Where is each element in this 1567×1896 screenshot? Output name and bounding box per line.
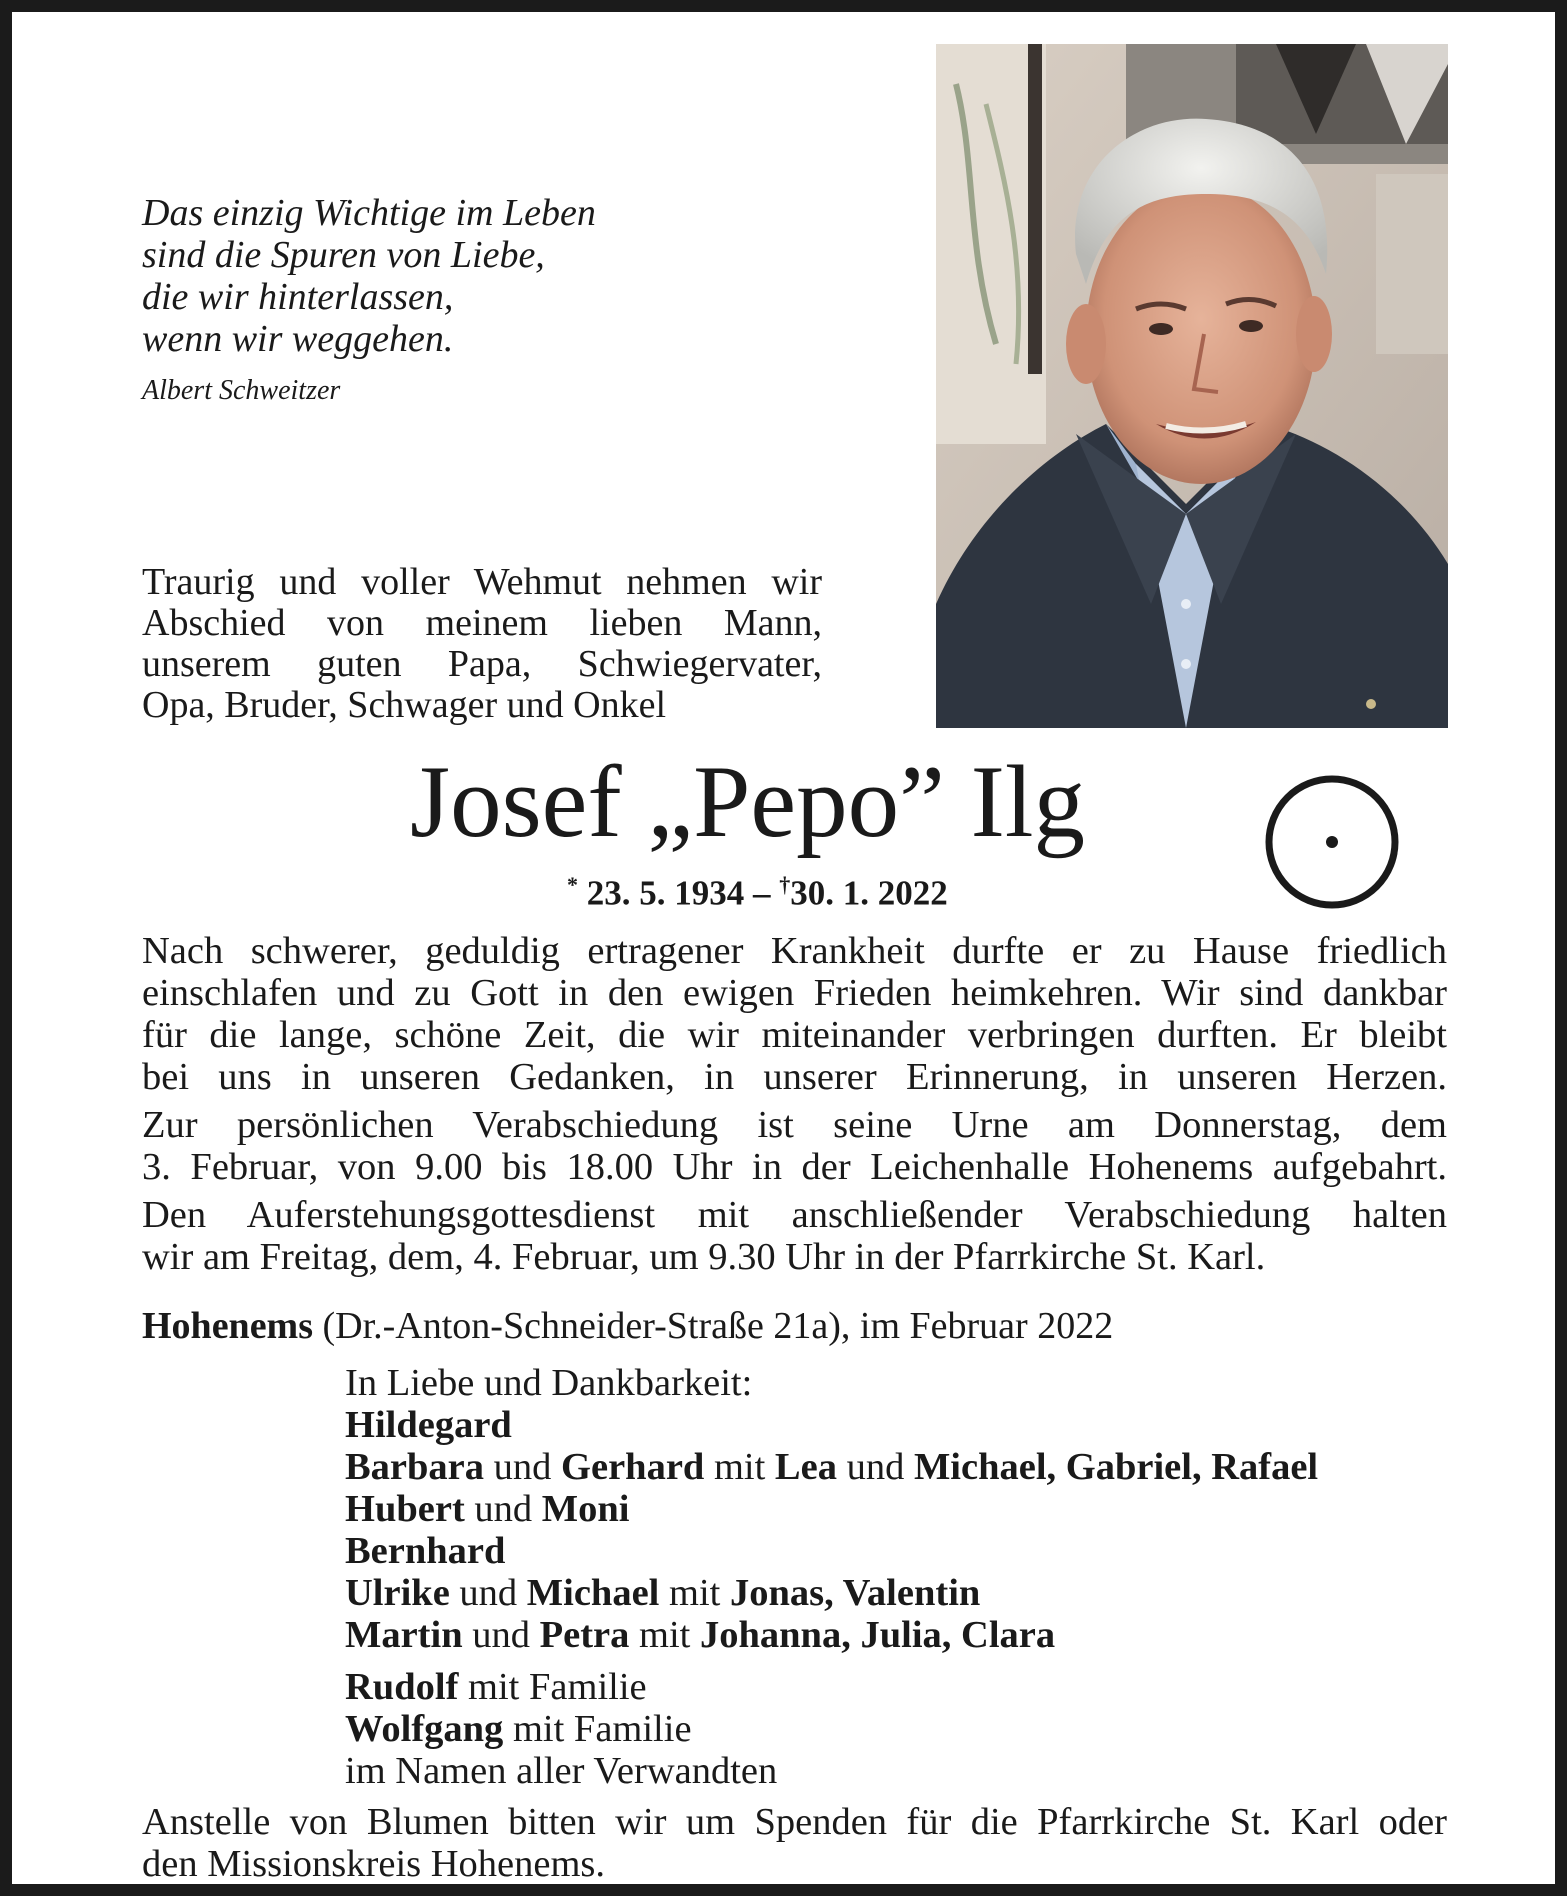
obituary-body [142,930,1447,1278]
body-line: bei uns in unseren Gedanken, in unserer Erinnerung, in unseren Herzen. [142,1056,1447,1098]
mourner-line [345,1666,1318,1708]
motto-line: die wir hinterlassen, [142,276,454,318]
mourner-name: Michael [526,1572,660,1614]
motto-line: Das einzig Wichtige im Leben [142,192,596,234]
mourner-line [345,1488,1318,1530]
intro-line: Traurig und voller Wehmut nehmen wir [142,561,822,603]
closing-line: den Missionskreis Hohenems. [142,1843,606,1885]
connector: und [462,1614,540,1656]
birth-symbol: * [567,872,578,897]
body-line: Zur persönlichen Verabschiedung ist seine Urne am Donnerstag, dem [142,1104,1447,1146]
donation-note [142,1801,1447,1885]
mourner-name: Jonas, Valentin [729,1572,981,1614]
place-and-date [142,1304,1113,1348]
intro-line: Abschied von meinem lieben Mann, [142,602,822,644]
mourner-line [345,1530,1318,1572]
mourner-name: Lea [774,1446,837,1488]
death-symbol: † [779,872,791,897]
body-line: für die lange, schöne Zeit, die wir miteinander verbringen durften. Er bleibt [142,1014,1447,1056]
mourner-name: Johanna, Julia, Clara [699,1614,1056,1656]
closing-line: Anstelle von Blumen bitten wir um Spenden für die Pfarrkirche St. Karl oder [142,1801,1447,1843]
connector: und [449,1572,527,1614]
date-separator: – [753,873,771,913]
mourner-line [345,1572,1318,1614]
mourner-name: Rudolf [345,1666,459,1708]
motto-line: wenn wir weggehen. [142,318,454,360]
intro-text [142,562,822,726]
connector: und [464,1488,542,1530]
mourner-name: Hubert [345,1488,465,1530]
mourner-name: Gerhard [561,1446,705,1488]
body-line: wir am Freitag, dem, 4. Februar, um 9.30 Uhr in der Pfarrkirche St. Karl. [142,1236,1266,1278]
circle-dot-icon [1262,772,1402,912]
mourner-name: Hildegard [345,1404,512,1446]
connector: und [484,1446,562,1488]
connector: mit [629,1614,700,1656]
mourner-line [345,1708,1318,1750]
mourner-name: Bernhard [345,1530,506,1572]
intro-line: unserem guten Papa, Schwiegervater, [142,643,822,685]
motto-line: sind die Spuren von Liebe, [142,234,545,276]
motto-author: Albert Schweitzer [142,375,341,406]
body-line: einschlafen und zu Gott in den ewigen Frieden heimkehren. Wir sind dankbar [142,972,1447,1014]
death-date: 30. 1. 2022 [790,873,948,913]
portrait-photo [936,44,1448,728]
connector: mit [659,1572,730,1614]
mourners-list [345,1362,1318,1792]
intro-line: Opa, Bruder, Schwager und Onkel [142,684,667,726]
connector: und [836,1446,914,1488]
mourner-name: Barbara [345,1446,485,1488]
mourner-name: Wolfgang [345,1708,504,1750]
connector: mit [704,1446,775,1488]
mourners-heading: In Liebe und Dankbarkeit: [345,1362,753,1404]
place-rest: (Dr.-Anton-Schneider-Straße 21a), im Februar 2022 [313,1305,1114,1347]
body-line: Nach schwerer, geduldig ertragener Krankheit durfte er zu Hause friedlich [142,930,1447,972]
deceased-name: Josef „Pepo” Ilg [410,745,1086,859]
body-line: Den Auferstehungsgottesdienst mit anschließender Verabschiedung halten [142,1194,1447,1236]
connector: mit Familie [503,1708,692,1750]
mourner-name: Martin [345,1614,463,1656]
motto-quote [142,192,596,412]
mourner-line [345,1614,1318,1656]
mourner-name: Moni [541,1488,630,1530]
connector: mit Familie [458,1666,647,1708]
body-line: 3. Februar, von 9.00 bis 18.00 Uhr in der Leichenhalle Hohenems aufgebahrt. [142,1146,1447,1188]
mourner-name: Petra [539,1614,630,1656]
birth-date: 23. 5. 1934 [586,873,745,913]
mourner-name: Michael, Gabriel, Rafael [913,1446,1319,1488]
mourner-line [345,1446,1318,1488]
place-city: Hohenems [142,1305,313,1347]
mourner-line [345,1404,1318,1446]
life-dates [567,872,948,914]
relatives-line: im Namen aller Verwandten [345,1750,778,1792]
mourner-name: Ulrike [345,1572,450,1614]
